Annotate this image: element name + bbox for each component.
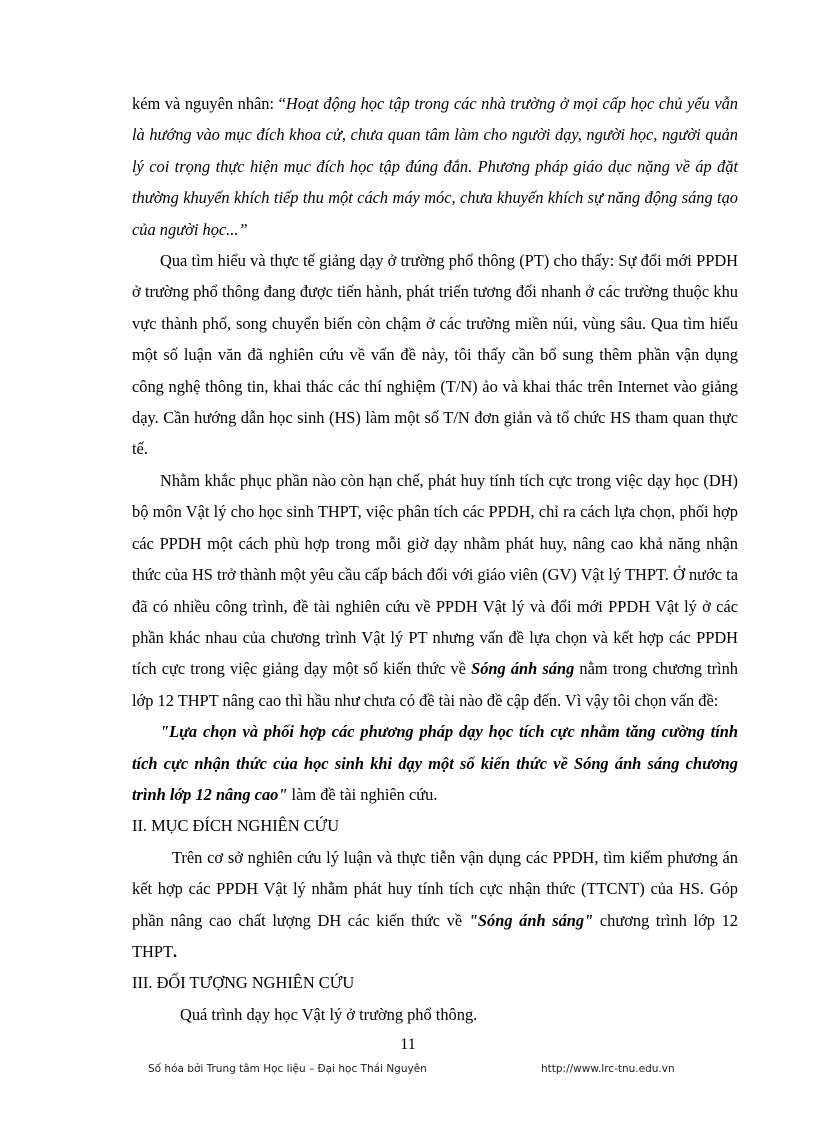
topic-title: "Lựa chọn và phối hợp các phương pháp dạy học tích cực nhằm tăng cường tính tích cực nhận thức của học sinh khi dạy một số kiến thức về Sóng ánh sáng chương trình lớp 12 nâng cao" [132, 722, 738, 804]
paragraph-1: Qua tìm hiểu và thực tế giảng dạy ở trường phổ thông (PT) cho thấy: Sự đổi mới PPDH ở trường phổ thông đang được tiến hành, phát triển tương đối nhanh ở các trường thuộc khu vực thành phố, song chuyển biến còn chậm ở các trường miền núi, vùng sâu. Qua tìm hiểu một số luận văn đã nghiên cứu về vấn đề này, tôi thấy cần bổ sung thêm phần vận dụng công nghệ thông tin, khai thác các thí nghiệm (T/N) ảo và khai thác trên Internet vào giảng dạy. Cần hướng dẫn học sinh (HS) làm một số T/N đơn giản và tổ chức HS tham quan thực tế. [132, 251, 738, 459]
text-run: kém và nguyên nhân: “ [132, 94, 286, 113]
emphasis-song-anh-sang-quoted: "Sóng ánh sáng" [468, 910, 594, 930]
italic-quote: Hoạt động học tập trong các nhà trường ở mọi cấp học chủ yếu vẫn là hướng vào mục đích khoa cử, chưa quan tâm làm cho người dạy, người học, người quản lý coi trọng thực hiện mục đích học tập đúng đắn. Phương pháp giáo dục nặng về áp đặt thường khuyến khích tiếp thu một cách máy móc, chưa khuyến khích sự năng động sáng tạo của người học...” [132, 94, 738, 239]
section-heading-2: II. MỤC ĐÍCH NGHIÊN CỨU [132, 816, 340, 836]
text-run: nằm trong chương trình lớp 12 THPT nâng cao thì hầu như chưa có đề tài nào đề cập đến. Vì vậy tôi chọn vấn đề: [132, 659, 739, 710]
text-run: chương trình lớp 12 THPT [132, 910, 738, 961]
page-number: 11 [400, 1036, 416, 1053]
text-run: làm đề tài nghiên cứu. [287, 784, 438, 804]
text-run: Trên cơ sở nghiên cứu lý luận và thực tiễn vận dụng các PPDH, tìm kiếm phương án kết hợp các PPDH Vật lý nhằm phát huy tính tích cực nhận thức (TTCNT) của HS. Góp phần nâng cao chất lượng DH các kiến thức về [132, 847, 738, 930]
footer-source: Số hóa bởi Trung tâm Học liệu – Đại học Thái Nguyên [148, 1063, 427, 1075]
text-run: Nhằm khắc phục phần nào còn hạn chế, phát huy tính tích cực trong việc dạy học (DH) bộ môn Vật lý cho học sinh THPT, việc phân tích các PPDH, chỉ ra cách lựa chọn, phối hợp các PPDH một cách phù hợp trong mỗi giờ dạy nhằm phát huy, nâng cao khả năng nhận thức của HS trở thành một yêu cầu cấp bách đối với giáo viên (GV) Vật lý THPT. Ở nước ta đã có nhiều công trình, đề tài nghiên cứu về PPDH Vật lý và đổi mới PPDH Vật lý ở các phần khác nhau của chương trình Vật lý PT nhưng vấn đề lựa chọn và kết hợp các PPDH tích cực trong việc giảng dạy một số kiến thức về [132, 470, 738, 679]
paragraph-quote [132, 88, 738, 245]
paragraph-topic [132, 716, 738, 810]
body-text [132, 88, 738, 1030]
section-heading-3: III. ĐỐI TƯỢNG NGHIÊN CỨU [132, 973, 355, 993]
paragraph-2 [132, 465, 738, 716]
paragraph-purpose [132, 842, 738, 968]
paragraph-object: Quá trình dạy học Vật lý ở trường phổ thông. [180, 1004, 478, 1024]
footer-url: http://www.lrc-tnu.edu.vn [541, 1063, 675, 1075]
emphasis-song-anh-sang: Sóng ánh sáng [471, 659, 575, 679]
text-run-bold-period: . [172, 941, 178, 961]
document-body [132, 88, 738, 1030]
